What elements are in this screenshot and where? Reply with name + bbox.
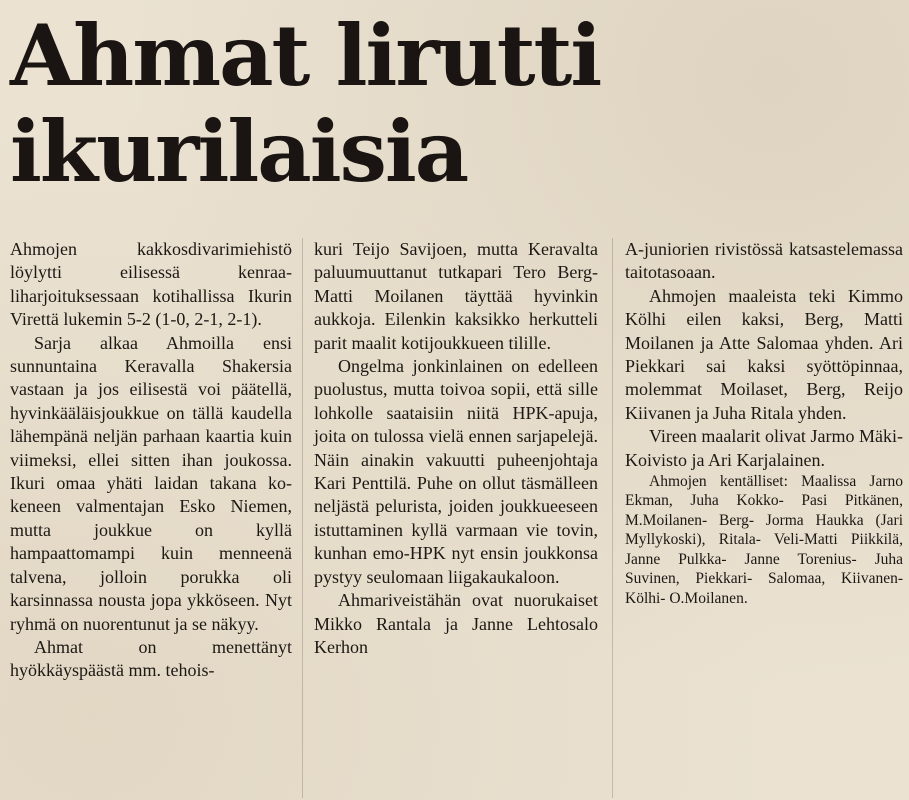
article-column-2	[314, 238, 598, 659]
paragraph: A-juniorien rivistössä katsastelemassa taitotasoaan.	[625, 239, 903, 283]
column-divider	[302, 238, 303, 798]
paragraph: Vireen maalarit olivat Jarmo Mäki-Koivisto ja Ari Karjalainen.	[625, 426, 903, 470]
column-divider	[612, 238, 613, 798]
headline	[10, 8, 770, 200]
paragraph: Sarja alkaa Ahmoilla ensi sunnuntaina Keravalla Shakersia vastaan ja jos eilisestä voi päätellä, hyvinkääläisjoukkue on tällä kaudella lähempänä neljän parhaan kaartia kuin viimeksi, ellei sitten ihan joukossa. Ikuri omaa yhäti laidan takana kokeneen valmentajan Esko Niemen, mutta joukkue on kyllä hampaattomampi kuin menneenä talvena, jolloin porukka oli karsinnassa nousta jopa ykköseen. Nyt ryhmä on nuorentunut ja se näkyy.	[10, 332, 292, 634]
paragraph: kuri Teijo Savijoen, mutta Keravalta paluumuuttanut tutkapari Tero Berg- Matti Moilanen täyttää hyvinkin aukkoja. Eilenkin kaksikko herkutteli parit maalit kotijoukkueen tilille.	[314, 239, 598, 353]
headline-line-1: Ahmat lirutti	[10, 6, 601, 105]
paragraph: Ahmariveistähän ovat nuorukaiset Mikko Rantala ja Janne Lehtosalo Kerhon	[314, 590, 598, 657]
article-column-1	[10, 238, 292, 683]
paragraph: Ahmat on menettänyt hyökkäyspäästä mm. tehois-	[10, 636, 292, 681]
paragraph: Ongelma jonkinlainen on edelleen puolustus, mutta toivoa sopii, että sille lohkolle saataisiin niitä HPK-apuja, joita on tulossa vielä ennen sarjapelejä. Näin ainakin vakuutti puheenjohtaja Kari Penttilä. Puhe on ollut täsmälleen neljästä pelurista, joiden joukkueeseen istuttaminen kyllä varmaan vie tovin, kunhan emo-HPK nyt ensin joukkonsa pystyy seulomaan liigakaukaloon.	[314, 356, 598, 587]
paragraph: Ahmojen maaleista teki Kimmo Kölhi eilen kaksi, Berg, Matti Moilanen ja Atte Salomaa yhden. Ari Piekkari sai kaksi syöttöpinnaa, molemmat Moilaset, Berg, Reijo Kiivanen ja Juha Ritala yhden.	[625, 285, 903, 423]
article-column-3	[625, 238, 903, 608]
paragraph: Ahmojen kakkosdivarimiehistö löylytti eilisessä kenraaliharjoituksessaan kotihallissa Ikurin Virettä lukemin 5-2 (1-0, 2-1, 2-1).	[10, 239, 292, 330]
lineup-paragraph: Ahmojen kentälliset: Maalissa Jarno Ekman, Juha Kokko- Pasi Pitkänen, M.Moilanen- Berg- Jorma Haukka (Jari Myllykoski), Ritala- Veli-Matti Piikkilä, Janne Pulkka- Janne Torenius- Juha Suvinen, Piekkari- Salomaa, Kiivanen- Kölhi- O.Moilanen.	[625, 473, 903, 607]
headline-line-2: ikurilaisia	[10, 102, 468, 201]
